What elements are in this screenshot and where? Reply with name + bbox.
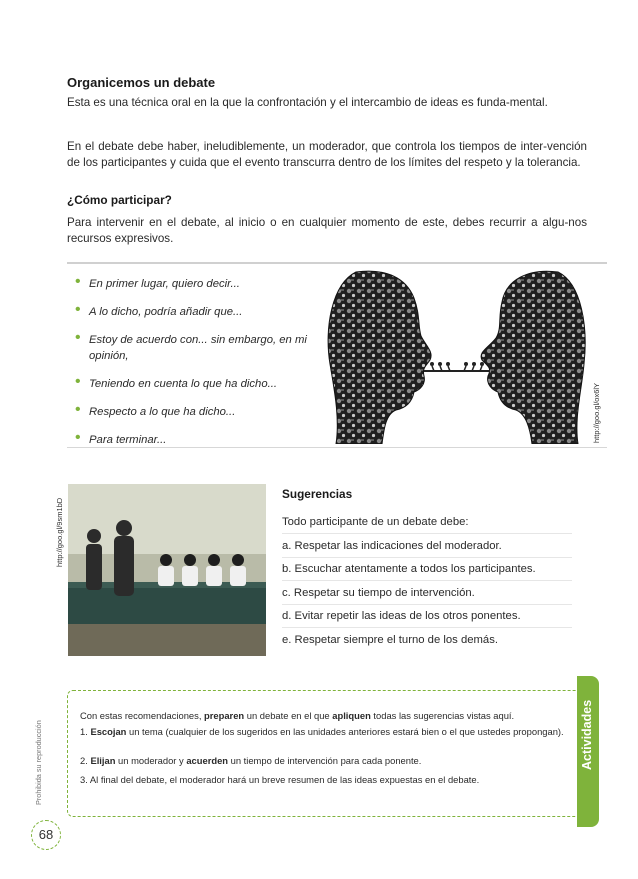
suggestions-intro: Todo participante de un debate debe: (282, 516, 469, 528)
list-item: d. Evitar repetir las ideas de los otros ponentes. (282, 610, 521, 622)
divider (282, 580, 572, 581)
list-item: • A lo dicho, podría añadir que... (75, 304, 325, 320)
activity-item: 1. Escojan un tema (cualquier de los sugeridos en las unidades anteriores estará bien o el que ustedes propongan). (80, 726, 564, 737)
intro-paragraph: Esta es una técnica oral en la que la confrontación y el intercambio de ideas es funda-mental. (67, 96, 548, 109)
list-item: • Respecto a lo que ha dicho... (75, 404, 325, 420)
illustration-credit: http://goo.gl/ox6lY (592, 382, 601, 443)
list-item: • Para terminar... (75, 432, 325, 448)
divider (282, 627, 572, 628)
moderator-paragraph: En el debate debe haber, ineludiblemente, un moderador, que controla los tiempos de inter-vención de los participantes y cuida que el evento transcurra dentro de los límites del respeto y la tolerancia. (67, 140, 587, 169)
list-item: c. Respetar su tiempo de intervención. (282, 587, 475, 599)
debate-photo (68, 484, 266, 656)
activities-intro: Con estas recomendaciones, preparen un debate en el que apliquen todas las sugerencias vistas aquí. (80, 710, 515, 721)
list-item: • Teniendo en cuenta lo que ha dicho... (75, 376, 325, 392)
expression-list (75, 276, 325, 460)
participation-paragraph: Para intervenir en el debate, al inicio o en cualquier momento de este, debes recurrir a algu-nos recursos expresivos. (67, 216, 587, 245)
activity-item: 2. Elijan un moderador y acuerden un tiempo de intervención para cada ponente. (80, 755, 422, 766)
photo-credit: http://goo.gl/9sm1bD (55, 497, 64, 567)
section-heading: Organicemos un debate (67, 75, 216, 90)
subheading: ¿Cómo participar? (67, 193, 172, 207)
divider (282, 533, 572, 534)
activities-tab-label: Actividades (580, 699, 594, 770)
suggestions-title: Sugerencias (282, 487, 353, 501)
divider (282, 557, 572, 558)
list-item: b. Escuchar atentamente a todos los participantes. (282, 563, 536, 575)
list-item: e. Respetar siempre el turno de los demás. (282, 634, 499, 646)
list-item: a. Respetar las indicaciones del moderador. (282, 540, 502, 552)
activity-item: 3. Al final del debate, el moderador hará un breve resumen de las ideas expuestas en el debate. (80, 774, 480, 785)
page-number: 68 (31, 820, 61, 850)
list-item: • En primer lugar, quiero decir... (75, 276, 325, 292)
divider (282, 604, 572, 605)
reproduction-notice: Prohibida su reproducción (34, 720, 43, 805)
list-item: • Estoy de acuerdo con... sin embargo, en mi opinión, (75, 332, 325, 364)
box-top-rule (67, 262, 607, 264)
debate-illustration (326, 268, 588, 444)
